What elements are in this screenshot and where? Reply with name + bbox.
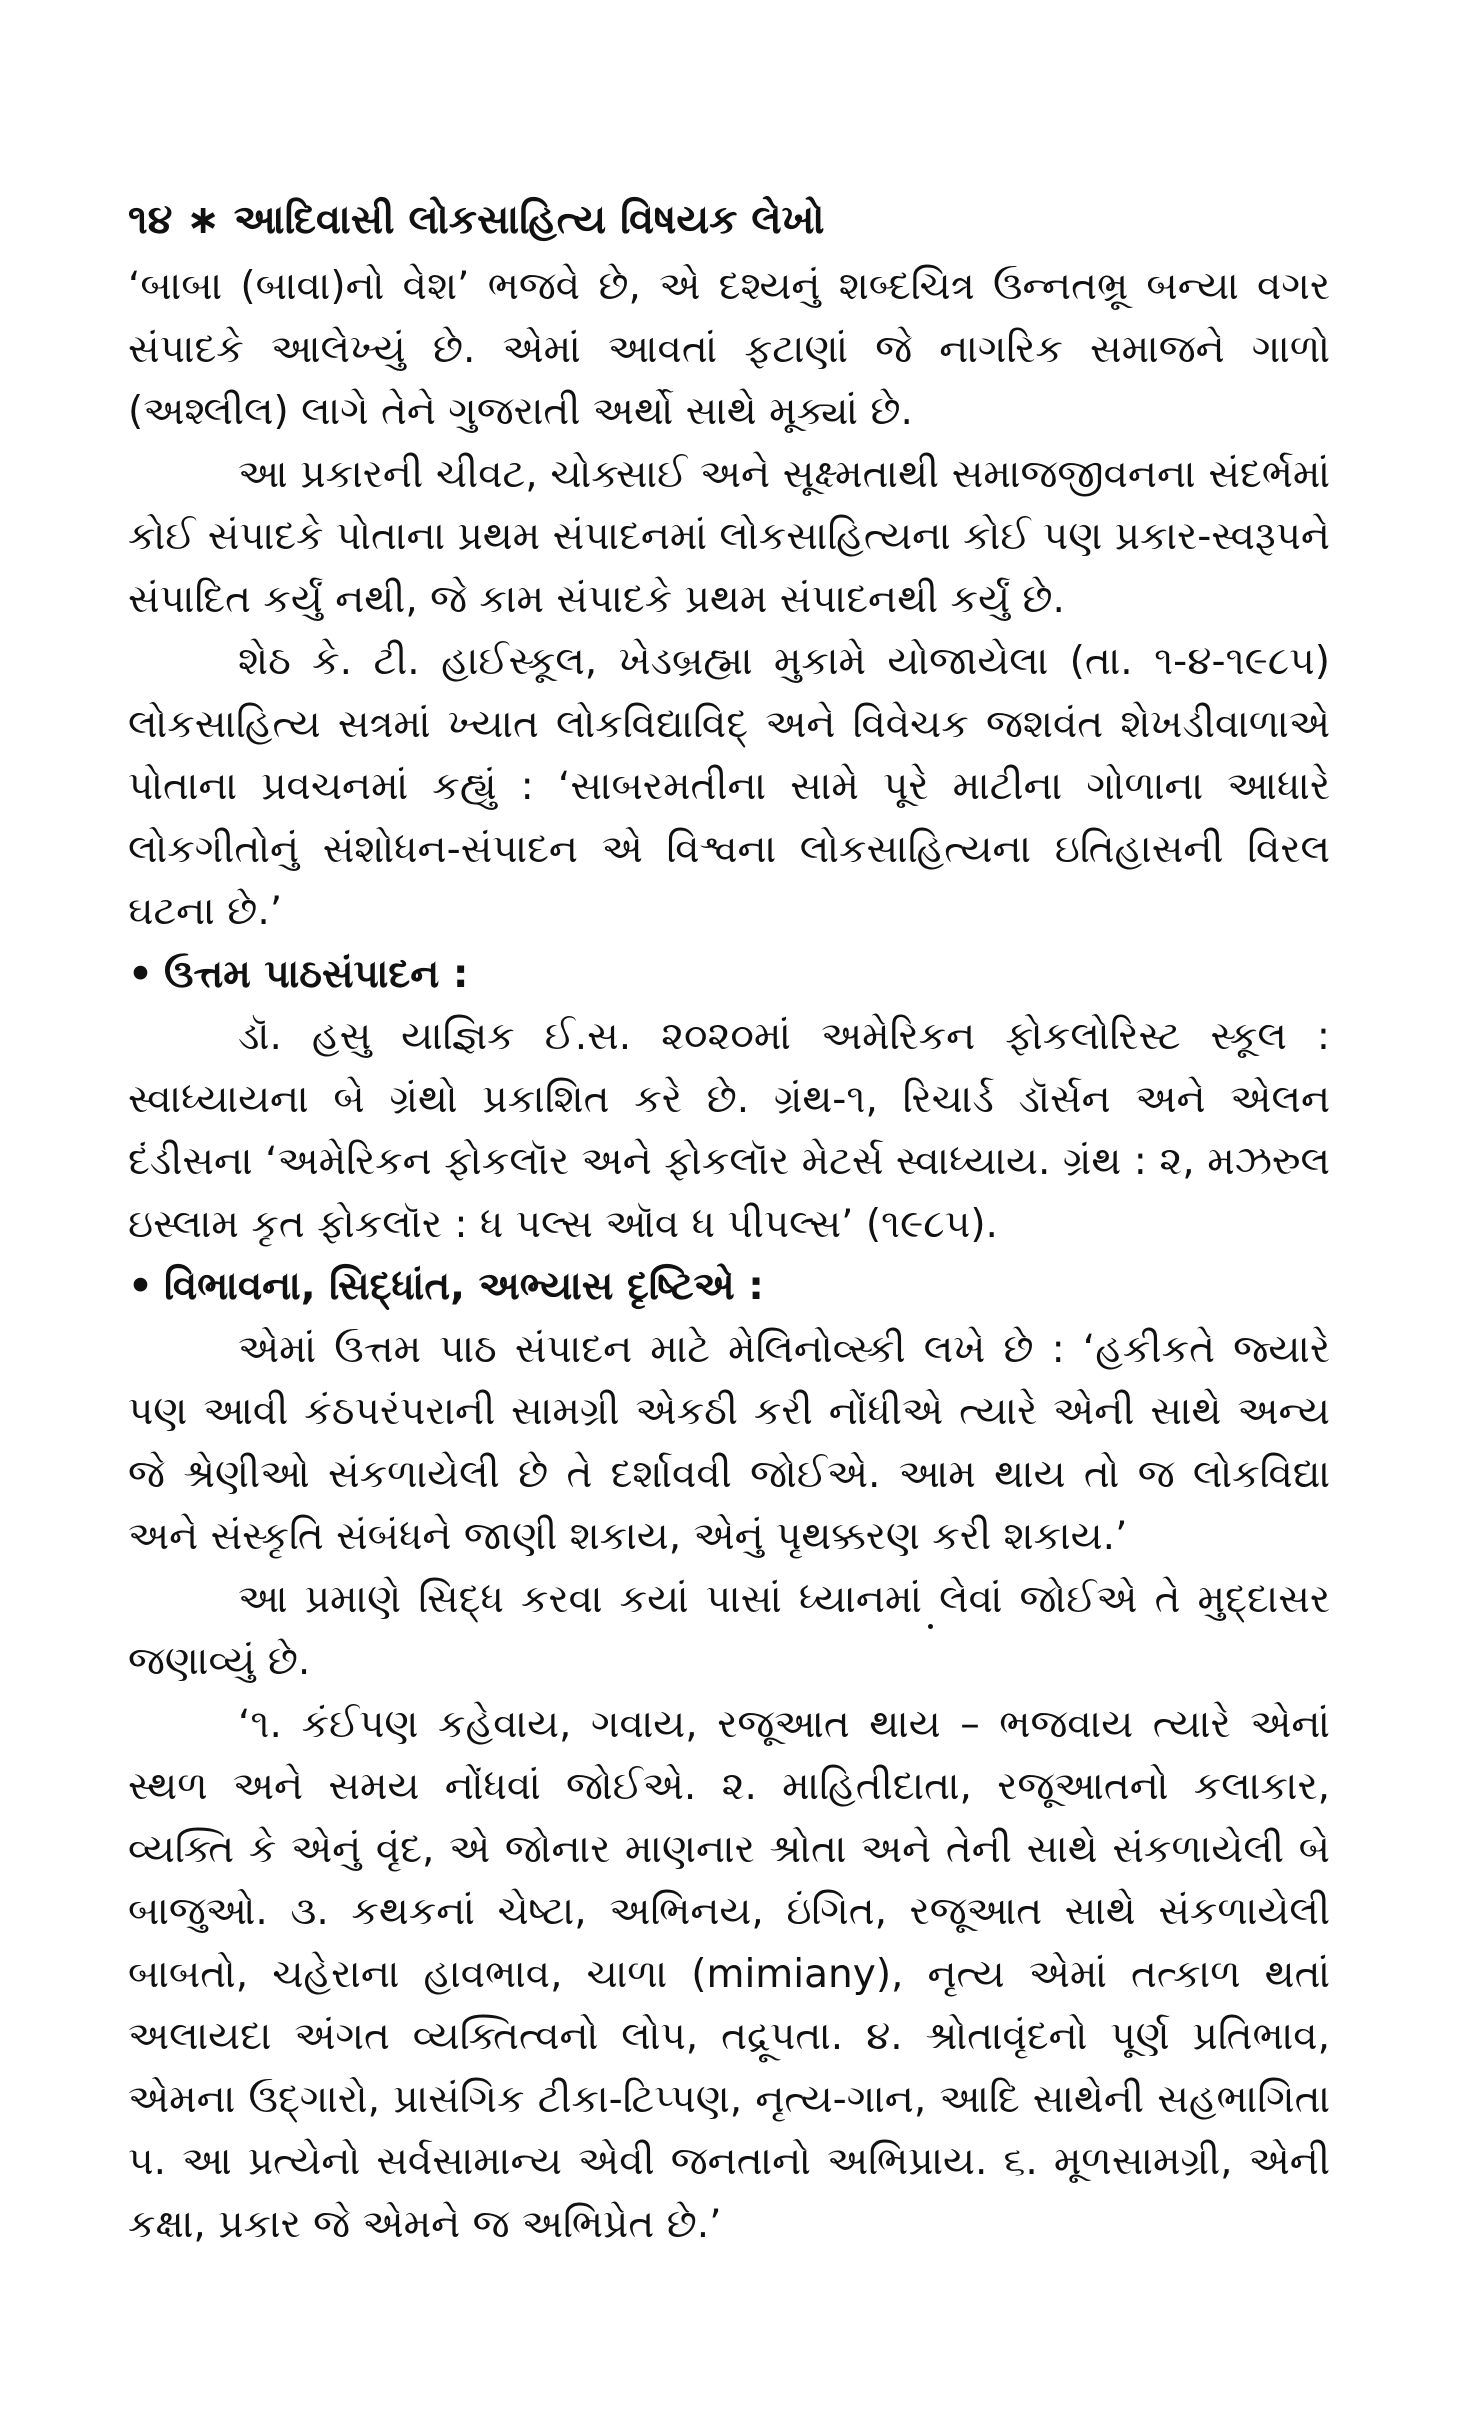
paragraph-pramane: આ પ્રમાણે સિદ્ધ કરવા કયાં પાસાં ધ્યાનમાં લેવાં જોઈએ તે મુદ્દાસર જણાવ્યું છે. — [128, 1576, 1330, 1684]
ink-speck — [928, 1624, 933, 1629]
section-heading-vibhavna — [128, 1256, 1330, 1319]
bullet-icon: • — [128, 1264, 153, 1309]
paragraph-malinowski: એમાં ઉત્તમ પાઠ સંપાદન માટે મેલિનોવ્સ્કી લખે છે : ‘હકીકતે જ્યારે પણ આવી કંઠપરંપરાની સામગ્રી એકઠી કરી નોંધીએ ત્યારે એની સાથે અન્ય જે શ્રેણીઓ સંકળાયેલી છે તે દર્શાવવી જોઈએ. આમ થાય તો જ લોકવિદ્યા અને સંસ્કૃતિ સંબંધને જાણી શકાય, એનું પૃથક્કરણ કરી શકાય.’ — [128, 1326, 1330, 1559]
paragraph-sheth-kt-highschool: શેઠ કે. ટી. હાઈસ્કૂલ, ખેડબ્રહ્મા મુકામે યોજાયેલા (તા. ૧-૪-૧૯૮૫) લોકસાહિત્ય સત્રમાં ખ્યાત લોકવિદ્યાવિદ્ અને વિવેચક જશવંત શેખડીવાળાએ પોતાના પ્રવચનમાં કહ્યું : ‘સાબરમતીના સામે પૂરે માટીના ગોળાના આધારે લોકગીતોનું સંશોધન-સંપાદન એ વિશ્વના લોકસાહિત્યના ઇતિહાસની વિરલ ઘટના છે.’ — [128, 639, 1330, 934]
running-head: ૧૪ ∗ આદિવાસી લોકસાહિત્ય વિષયક લેખો — [128, 197, 825, 243]
book-page — [128, 190, 1330, 2256]
heading-text: ઉત્તમ પાઠસંપાદન : — [164, 951, 469, 997]
section-heading-uttam-pathsampadan — [128, 944, 1330, 1007]
paragraph-baba-vesh: ‘બાબા (બાવા)નો વેશ’ ભજવે છે, એ દશ્યનું શબ્દચિત્ર ઉન્નતભ્રૂ બન્યા વગર સંપાદકે આલેખ્યું છે. એમાં આવતાં ફટાણાં જે નાગરિક સમાજને ગાળો (અશ્લીલ) લાગે તેને ગુજરાતી અર્થો સાથે મૂક્યાં છે. — [128, 264, 1330, 434]
heading-text: વિભાવના, સિદ્ધાંત, અભ્યાસ દૃષ્ટિએ : — [164, 1264, 764, 1309]
paragraph-numbered-points: ‘૧. કંઈપણ કહેવાય, ગવાય, રજૂઆત થાય – ભજવાય ત્યારે એનાં સ્થળ અને સમય નોંધવાં જોઈએ. ૨. માહિતીદાતા, રજૂઆતનો કલાકાર, વ્યક્તિ કે એનું વૃંદ, એ જોનાર માણનાર શ્રોતા અને તેની સાથે સંકળાયેલી બે બાજુઓ. ૩. કથકનાં ચેષ્ટા, અભિનય, ઇંગિત, રજૂઆત સાથે સંકળાયેલી બાબતો, ચહેરાના હાવભાવ, ચાળા (mimiany), નૃત્ય એમાં તત્કાળ થતાં અલાયદા અંગત વ્યક્તિત્વનો લોપ, તદ્રૂપતા. ૪. શ્રોતાવૃંદનો પૂર્ણ પ્રતિભાવ, એમના ઉદ્ગારો, પ્રાસંગિક ટીકા-ટિપ્પણ, નૃત્ય-ગાન, આદિ સાથેની સહભાગિતા ૫. આ પ્રત્યેનો સર્વસામાન્ય એવી જનતાનો અભિપ્રાય. ૬. મૂળસામગ્રી, એની કક્ષા, પ્રકાર જે એમને જ અભિપ્રેત છે.’ — [128, 1701, 1330, 2247]
paragraph-chivat: આ પ્રકારની ચીવટ, ચોક્સાઈ અને સૂક્ષ્મતાથી સમાજજીવનના સંદર્ભમાં કોઈ સંપાદકે પોતાના પ્રથમ સંપાદનમાં લોકસાહિત્યના કોઈ પણ પ્રકાર-સ્વરૂપને સંપાદિત કર્યું નથી, જે કામ સંપાદકે પ્રથમ સંપાદનથી કર્યું છે. — [128, 451, 1330, 622]
bullet-icon: • — [128, 951, 153, 997]
paragraph-hasu-yagnik: ડૉ. હસુ યાજ્ઞિક ઈ.સ. ૨૦૨૦માં અમેરિકન ફોકલોરિસ્ટ સ્કૂલ : સ્વાધ્યાયના બે ગ્રંથો પ્રકાશિત કરે છે. ગ્રંથ-૧, રિચાર્ડ ડૉર્સન અને એલન દંડીસના ‘અમેરિકન ફોકલૉર અને ફોકલૉર મેટર્સ સ્વાધ્યાય. ગ્રંથ : ૨, મઝરુલ ઇસ્લામ કૃત ફોકલૉર : ધ પલ્સ ઑવ ધ પીપલ્સ’ (૧૯૮૫). — [128, 1014, 1330, 1247]
